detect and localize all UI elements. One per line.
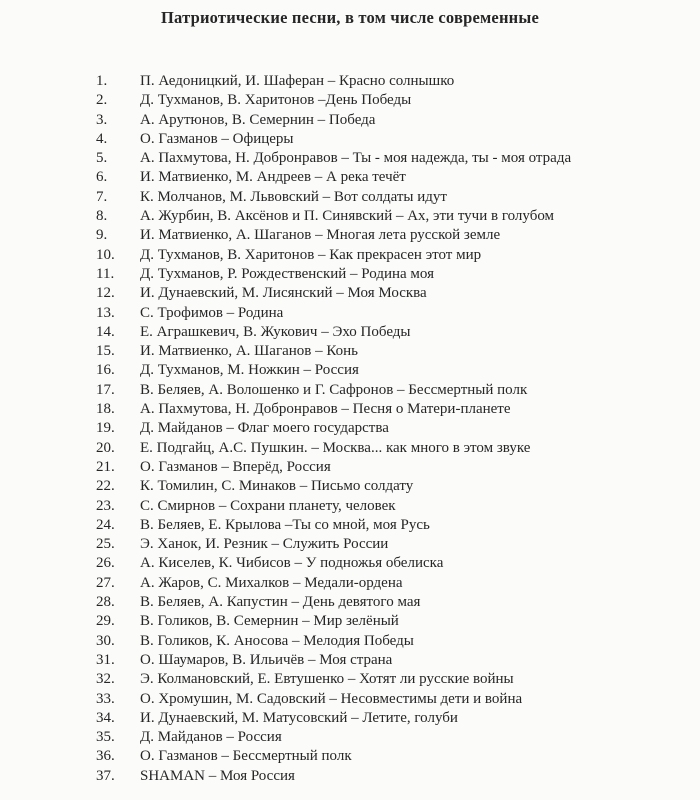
list-item (96, 651, 700, 670)
list-item (96, 690, 700, 709)
list-item (96, 265, 700, 284)
list-item (96, 168, 700, 187)
song-entry-text: И. Матвиенко, М. Андреев – А река течёт (140, 169, 406, 186)
list-item (96, 593, 700, 612)
list-item-number: 35. (96, 729, 115, 746)
song-entry-text: И. Матвиенко, А. Шаганов – Многая лета русской земле (140, 227, 501, 244)
list-item-number: 18. (96, 401, 115, 418)
song-entry-text: П. Аедоницкий, И. Шаферан – Красно солнышко (140, 73, 455, 89)
list-item-number: 5. (96, 150, 108, 167)
song-entry-text: К. Молчанов, М. Львовский – Вот солдаты идут (140, 188, 447, 205)
list-item (96, 207, 700, 226)
song-entry-text: А. Журбин, В. Аксёнов и П. Синявский – Ах, эти тучи в голубом (140, 208, 555, 225)
song-entry-text: Э. Ханок, И. Резник – Служить России (140, 536, 389, 553)
song-entry-text: Е. Подгайц, А.С. Пушкин. – Москва... как много в этом звуке (140, 439, 531, 456)
list-item (96, 497, 700, 516)
list-item-number: 23. (96, 497, 115, 514)
list-item-number: 10. (96, 246, 115, 263)
list-item (96, 130, 700, 149)
song-entry-text: В. Голиков, В. Семернин – Мир зелёный (140, 613, 399, 630)
list-item (96, 554, 700, 573)
list-item (96, 632, 700, 651)
song-entry-text: И. Матвиенко, А. Шаганов – Конь (140, 343, 358, 360)
song-entry-text: Д. Майданов – Флаг моего государства (140, 420, 389, 437)
list-item-number: 27. (96, 574, 115, 591)
song-entry-text: А. Жаров, С. Михалков – Медали-ордена (140, 574, 403, 591)
list-item-number: 3. (96, 111, 108, 128)
list-item-number: 22. (96, 478, 115, 495)
list-item (96, 304, 700, 323)
list-item-number: 26. (96, 555, 115, 572)
list-item-number: 1. (96, 73, 108, 89)
list-item (96, 342, 700, 361)
song-entry-text: С. Трофимов – Родина (140, 304, 284, 321)
list-item (96, 246, 700, 265)
song-entry-text: И. Дунаевский, М. Матусовский – Летите, голуби (140, 709, 458, 726)
list-item (96, 535, 700, 554)
song-entry-text: В. Беляев, Е. Крылова –Ты со мной, моя Русь (140, 516, 430, 533)
list-item-number: 28. (96, 594, 115, 611)
page-title: Патриотические песни, в том числе современные (161, 8, 539, 27)
list-item-number: 6. (96, 169, 108, 186)
list-item (96, 516, 700, 535)
list-item-number: 17. (96, 381, 115, 398)
list-item (96, 458, 700, 477)
song-entry-text: Д. Тухманов, Р. Рождественский – Родина моя (140, 265, 435, 282)
list-item-number: 9. (96, 227, 108, 244)
list-item (96, 747, 700, 766)
list-item (96, 767, 700, 786)
song-entry-text: Д. Тухманов, В. Харитонов – Как прекрасен этот мир (140, 246, 482, 263)
song-entry-text: О. Хромушин, М. Садовский – Несовместимы дети и война (140, 690, 523, 707)
list-item (96, 361, 700, 380)
list-item (96, 111, 700, 130)
list-item-number: 25. (96, 536, 115, 553)
song-entry-text: О. Газманов – Вперёд, Россия (140, 458, 331, 475)
list-item (96, 284, 700, 303)
list-item-number: 24. (96, 516, 115, 533)
list-item-number: 31. (96, 651, 115, 668)
list-item (96, 670, 700, 689)
song-list (96, 72, 700, 786)
list-item-number: 14. (96, 323, 115, 340)
list-item-number: 30. (96, 632, 115, 649)
list-item (96, 149, 700, 168)
list-item-number: 33. (96, 690, 115, 707)
song-entry-text: SHAMAN – Моя Россия (140, 767, 295, 784)
list-item-number: 11. (96, 265, 115, 282)
list-item (96, 709, 700, 728)
song-entry-text: О. Газманов – Бессмертный полк (140, 748, 352, 765)
song-entry-text: Д. Тухманов, В. Харитонов –День Победы (140, 92, 412, 109)
list-item (96, 728, 700, 747)
list-item-number: 19. (96, 420, 115, 437)
list-item (96, 439, 700, 458)
list-item (96, 477, 700, 496)
list-item-number: 34. (96, 709, 115, 726)
list-item-number: 37. (96, 767, 115, 784)
song-entry-text: В. Голиков, К. Аносова – Мелодия Победы (140, 632, 414, 649)
song-entry-text: А. Пахмутова, Н. Добронравов – Ты - моя надежда, ты - моя отрада (140, 150, 572, 167)
list-item (96, 612, 700, 631)
list-item-number: 15. (96, 343, 115, 360)
song-entry-text: Э. Колмановский, Е. Евтушенко – Хотят ли русские войны (140, 671, 514, 688)
list-item-number: 21. (96, 458, 115, 475)
list-item (96, 188, 700, 207)
list-item (96, 91, 700, 110)
song-entry-text: А. Арутюнов, В. Семернин – Победа (140, 111, 376, 128)
list-item (96, 419, 700, 438)
song-entry-text: Д. Тухманов, М. Ножкин – Россия (140, 362, 359, 379)
list-item-number: 16. (96, 362, 115, 379)
song-entry-text: Е. Аграшкевич, В. Жукович – Эхо Победы (140, 323, 411, 340)
list-item (96, 381, 700, 400)
song-entry-text: К. Томилин, С. Минаков – Письмо солдату (140, 478, 414, 495)
list-item (96, 574, 700, 593)
list-item-number: 8. (96, 208, 108, 225)
list-item-number: 36. (96, 748, 115, 765)
list-item-number: 12. (96, 285, 115, 302)
list-item-number: 32. (96, 671, 115, 688)
list-item (96, 226, 700, 245)
song-entry-text: А. Пахмутова, Н. Добронравов – Песня о Матери-планете (140, 401, 511, 418)
song-entry-text: И. Дунаевский, М. Лисянский – Моя Москва (140, 285, 427, 302)
list-item-number: 4. (96, 130, 108, 147)
list-item (96, 400, 700, 419)
song-entry-text: О. Газманов – Офицеры (140, 130, 294, 147)
song-entry-text: О. Шаумаров, В. Ильичёв – Моя страна (140, 651, 393, 668)
list-item-number: 29. (96, 613, 115, 630)
song-entry-text: А. Киселев, К. Чибисов – У подножья обелиска (140, 555, 444, 572)
song-entry-text: В. Беляев, А. Капустин – День девятого мая (140, 594, 421, 611)
song-entry-text: С. Смирнов – Сохрани планету, человек (140, 497, 396, 514)
song-entry-text: В. Беляев, А. Волошенко и Г. Сафронов – Бессмертный полк (140, 381, 528, 398)
list-item-number: 20. (96, 439, 115, 456)
song-entry-text: Д. Майданов – Россия (140, 729, 282, 746)
list-item-number: 7. (96, 188, 108, 205)
list-item-number: 2. (96, 92, 108, 109)
list-item-number: 13. (96, 304, 115, 321)
list-item (96, 323, 700, 342)
list-item (96, 72, 700, 91)
